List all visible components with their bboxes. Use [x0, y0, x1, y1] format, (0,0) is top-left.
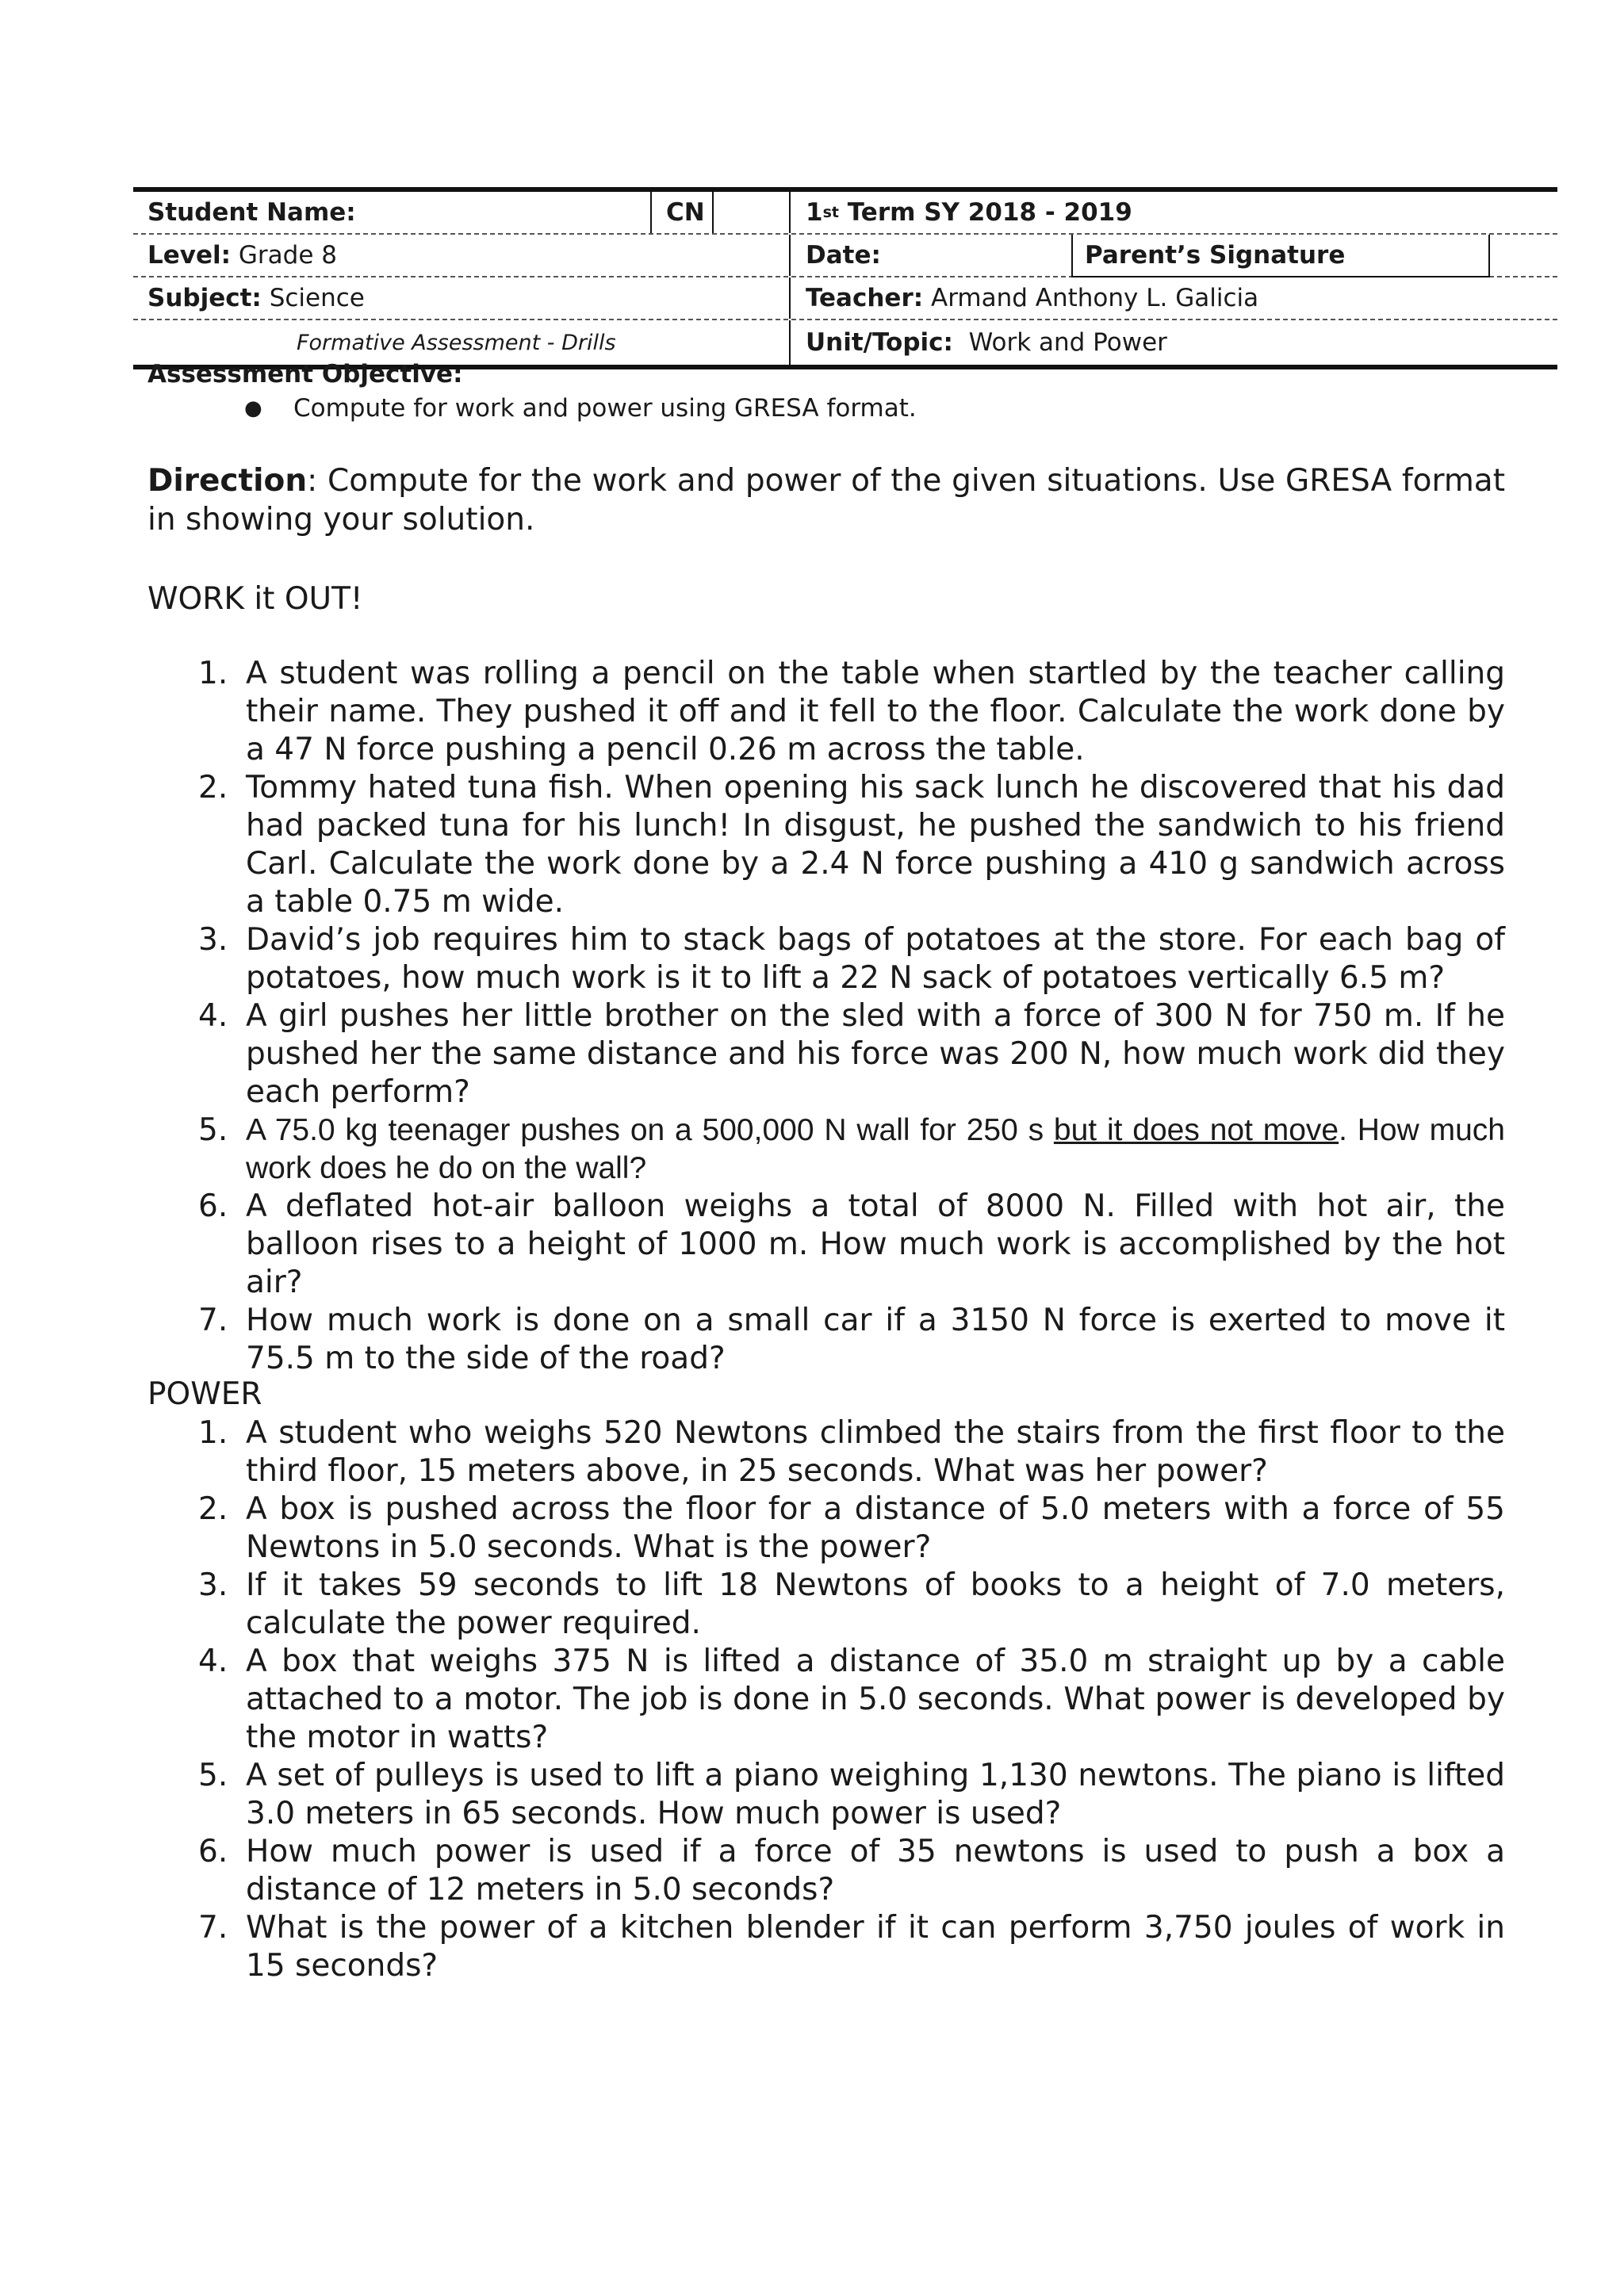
parent-signature-box	[1071, 235, 1490, 277]
list-item: 7. What is the power of a kitchen blender if it can perform 3,750 joules of work in 15 seconds?	[198, 1910, 1505, 1984]
direction-text: Direction: Compute for the work and power of the given situations. Use GRESA format in showing your solution.	[147, 463, 1505, 538]
header-row-name	[133, 187, 1557, 235]
power-problem-list	[147, 1414, 1505, 1985]
teacher-field: Teacher: Armand Anthony L. Galicia	[806, 284, 1259, 312]
header-row-level	[133, 235, 1557, 277]
list-item: 2. Tommy hated tuna fish. When opening his sack lunch he discovered that his dad had packed tuna for his lunch! In disgust, he pushed the sandwich to his friend Carl. Calculate the work done by a 2.4 N force pushing a 410 g sandwich across a table 0.75 m wide.	[198, 770, 1505, 920]
parent-signature-label: Parent’s Signature	[1085, 241, 1346, 270]
header-row-subject	[133, 277, 1557, 320]
work-problem-list	[147, 655, 1505, 1378]
level-field: Level: Grade 8	[147, 241, 337, 270]
list-item: 1. A student who weighs 520 Newtons climbed the stairs from the first floor to the third floor, 15 meters above, in 25 seconds. What was her power?	[198, 1415, 1505, 1489]
date-label: Date:	[806, 241, 881, 270]
list-item: 4. A girl pushes her little brother on the sled with a force of 300 N for 750 m. If he pushed her the same distance and his force was 200 N, how much work did they each perform?	[198, 998, 1505, 1110]
list-item: 1. A student was rolling a pencil on the table when startled by the teacher calling their name. They pushed it off and it fell to the floor. Calculate the work done by a 47 N force pushing a pencil 0.26 m across the table.	[198, 656, 1505, 767]
list-item: 7. How much work is done on a small car if a 3150 N force is exerted to move it 75.5 m to the side of the road?	[198, 1303, 1505, 1376]
student-name-label: Student Name:	[147, 198, 356, 227]
header-table	[133, 187, 1557, 369]
list-item: 6. A deflated hot-air balloon weighs a total of 8000 N. Filled with hot air, the balloon rises to a height of 1000 m. How much work is accomplished by the hot air?	[198, 1188, 1505, 1300]
list-item: 2. A box is pushed across the floor for a distance of 5.0 meters with a force of 55 Newtons in 5.0 seconds. What is the power?	[198, 1491, 1505, 1565]
objective-item: ● Compute for work and power using GRESA format.	[244, 394, 917, 423]
list-item: 4. A box that weighs 375 N is lifted a distance of 35.0 m straight up by a cable attached to a motor. The job is done in 5.0 seconds. What power is developed by the motor in watts?	[198, 1644, 1505, 1755]
assessment-type: Formative Assessment - Drills	[297, 330, 616, 355]
list-item: 3. David’s job requires him to stack bags of potatoes at the store. For each bag of potatoes, how much work is it to lift a 22 N sack of potatoes vertically 6.5 m?	[198, 922, 1505, 996]
cn-label: CN	[666, 198, 705, 227]
list-item: 5. A 75.0 kg teenager pushes on a 500,000 N wall for 250 s but it does not move. How much work does he do on the wall?	[198, 1112, 1505, 1185]
subject-field: Subject: Science	[147, 284, 365, 312]
objective-heading: Assessment Objective:	[147, 360, 463, 388]
unit-field: Unit/Topic: Work and Power	[806, 328, 1167, 357]
bullet-icon: ●	[244, 396, 262, 420]
term-label: 1 st Term SY 2018 - 2019	[806, 198, 1132, 227]
direction-label: Direction	[147, 463, 308, 499]
power-section-title: POWER	[147, 1376, 262, 1412]
list-item: 3. If it takes 59 seconds to lift 18 Newtons of books to a height of 7.0 meters, calculate the power required.	[198, 1567, 1505, 1641]
list-item: 5. A set of pulleys is used to lift a piano weighing 1,130 newtons. The piano is lifted 3.0 meters in 65 seconds. How much power is used?	[198, 1758, 1505, 1831]
work-section-title: WORK it OUT!	[147, 581, 363, 617]
list-item: 6. How much power is used if a force of 35 newtons is used to push a box a distance of 12 meters in 5.0 seconds?	[198, 1834, 1505, 1908]
